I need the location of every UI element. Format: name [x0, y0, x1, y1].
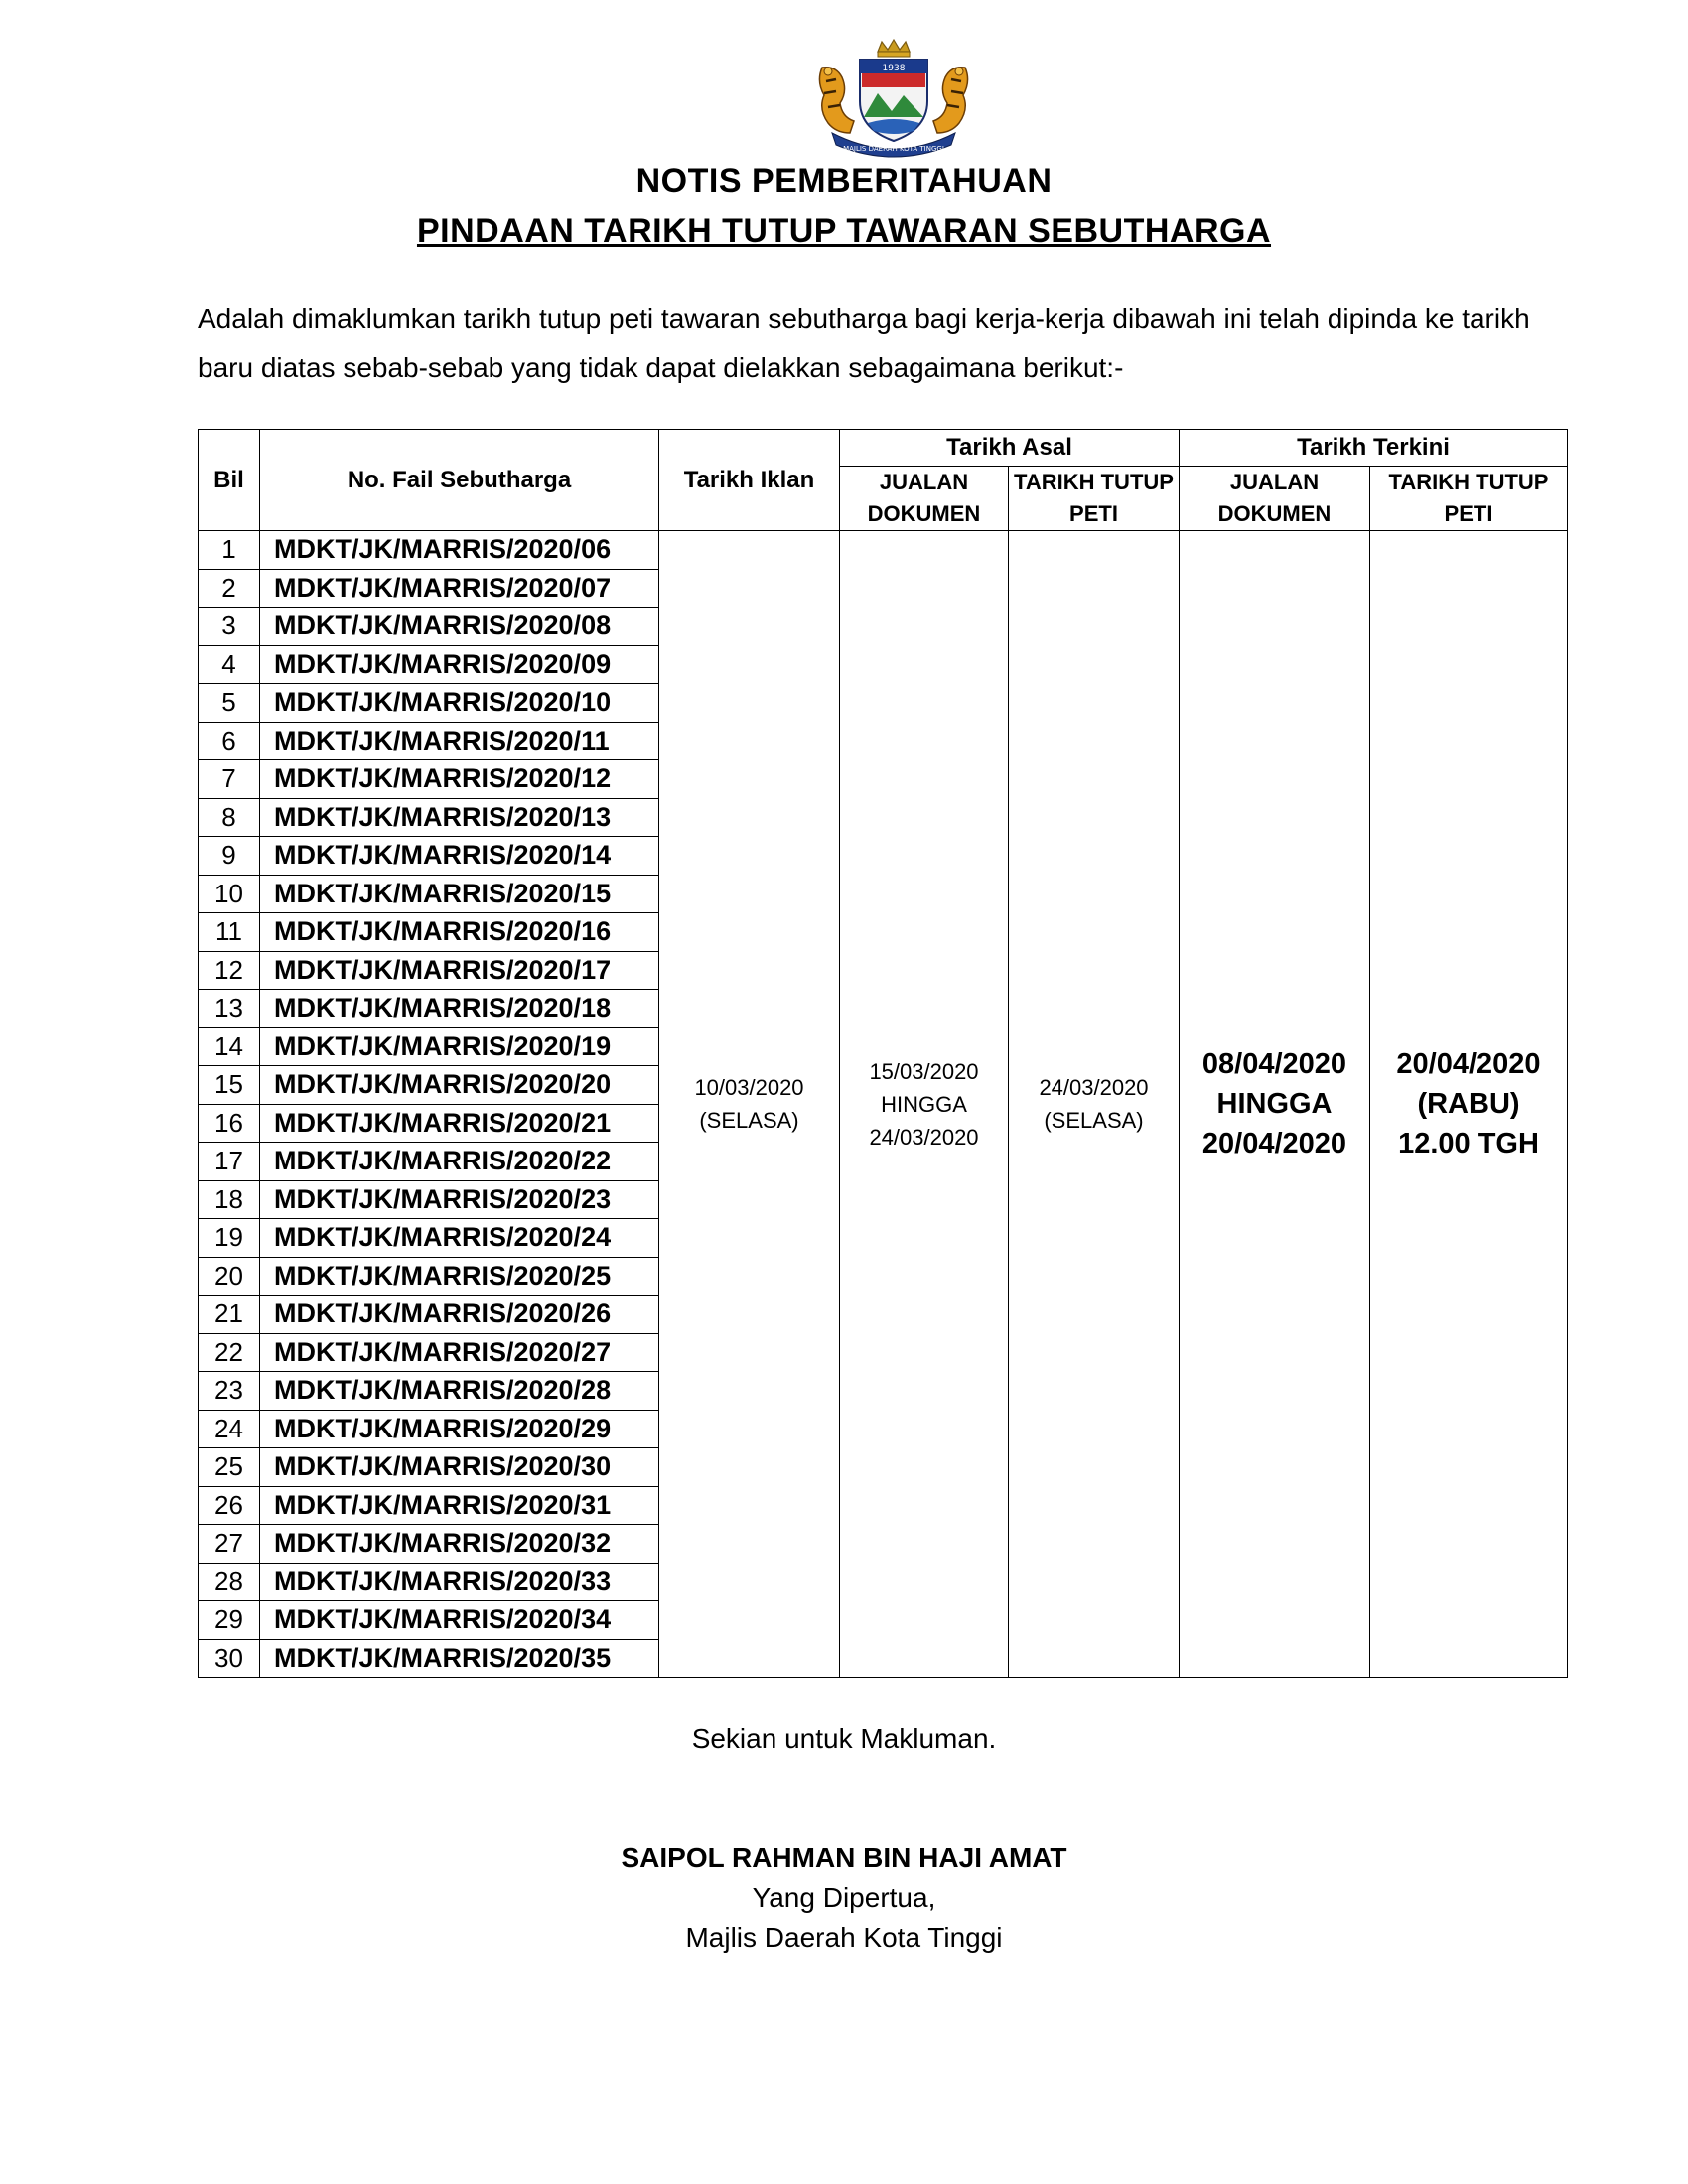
- row-bil: 12: [199, 951, 260, 990]
- row-file-number: MDKT/JK/MARRIS/2020/06: [260, 531, 659, 570]
- row-bil: 30: [199, 1639, 260, 1678]
- col-header-tarikh-terkini: Tarikh Terkini: [1180, 430, 1568, 467]
- col-header-iklan: Tarikh Iklan: [659, 430, 840, 531]
- merged-terkini-tutup-cell: [1370, 531, 1568, 1678]
- merged-terkini-jualan-cell-line: HINGGA: [1216, 1088, 1333, 1120]
- row-bil: 6: [199, 722, 260, 760]
- row-bil: 2: [199, 569, 260, 608]
- row-file-number: MDKT/JK/MARRIS/2020/11: [260, 722, 659, 760]
- council-crest-logo: [802, 38, 985, 161]
- row-file-number: MDKT/JK/MARRIS/2020/13: [260, 798, 659, 837]
- row-bil: 13: [199, 990, 260, 1028]
- closing-text: Sekian untuk Makluman.: [691, 1723, 997, 1754]
- row-bil: 20: [199, 1257, 260, 1296]
- merged-iklan-cell: [659, 531, 840, 1678]
- crest-motto: MAJLIS DAERAH KOTA TINGGI: [843, 145, 944, 153]
- table-body: [199, 531, 1568, 1678]
- row-file-number: MDKT/JK/MARRIS/2020/07: [260, 569, 659, 608]
- merged-asal-tutup-cell-line: (SELASA): [1044, 1108, 1144, 1133]
- row-file-number: MDKT/JK/MARRIS/2020/28: [260, 1372, 659, 1411]
- merged-terkini-jualan-cell-line: 08/04/2020: [1201, 1048, 1347, 1080]
- row-file-number: MDKT/JK/MARRIS/2020/21: [260, 1104, 659, 1143]
- row-bil: 14: [199, 1027, 260, 1066]
- row-bil: 15: [199, 1066, 260, 1105]
- row-file-number: MDKT/JK/MARRIS/2020/20: [260, 1066, 659, 1105]
- row-bil: 5: [199, 684, 260, 723]
- row-file-number: MDKT/JK/MARRIS/2020/24: [260, 1219, 659, 1258]
- row-file-number: MDKT/JK/MARRIS/2020/31: [260, 1486, 659, 1525]
- row-file-number: MDKT/JK/MARRIS/2020/29: [260, 1410, 659, 1448]
- row-bil: 11: [199, 913, 260, 952]
- row-file-number: MDKT/JK/MARRIS/2020/27: [260, 1333, 659, 1372]
- row-file-number: MDKT/JK/MARRIS/2020/15: [260, 875, 659, 913]
- merged-terkini-jualan-cell: [1180, 531, 1370, 1678]
- row-file-number: MDKT/JK/MARRIS/2020/10: [260, 684, 659, 723]
- row-file-number: MDKT/JK/MARRIS/2020/16: [260, 913, 659, 952]
- notice-title: NOTIS PEMBERITAHUAN: [635, 162, 1053, 200]
- row-bil: 21: [199, 1296, 260, 1334]
- row-bil: 22: [199, 1333, 260, 1372]
- row-bil: 27: [199, 1525, 260, 1564]
- row-file-number: MDKT/JK/MARRIS/2020/35: [260, 1639, 659, 1678]
- merged-iklan-cell-line: (SELASA): [699, 1108, 799, 1133]
- row-file-number: MDKT/JK/MARRIS/2020/08: [260, 608, 659, 646]
- merged-asal-tutup-cell: [1009, 531, 1180, 1678]
- tender-table: [198, 429, 1568, 1678]
- row-file-number: MDKT/JK/MARRIS/2020/12: [260, 760, 659, 799]
- row-bil: 23: [199, 1372, 260, 1411]
- signatory-title: Yang Dipertua,: [752, 1882, 936, 1913]
- merged-terkini-tutup-cell-line: 20/04/2020: [1396, 1048, 1541, 1080]
- row-file-number: MDKT/JK/MARRIS/2020/26: [260, 1296, 659, 1334]
- row-file-number: MDKT/JK/MARRIS/2020/19: [260, 1027, 659, 1066]
- signatory-name: SAIPOL RAHMAN BIN HAJI AMAT: [621, 1843, 1067, 1873]
- merged-asal-jualan-cell-line: 15/03/2020: [869, 1058, 979, 1084]
- row-file-number: MDKT/JK/MARRIS/2020/30: [260, 1448, 659, 1487]
- row-file-number: MDKT/JK/MARRIS/2020/22: [260, 1143, 659, 1181]
- row-bil: 25: [199, 1448, 260, 1487]
- merged-asal-tutup-cell-line: 24/03/2020: [1039, 1075, 1149, 1100]
- col-header-asal-jualan: JUALAN DOKUMEN: [840, 467, 1009, 531]
- row-bil: 9: [199, 837, 260, 876]
- row-file-number: MDKT/JK/MARRIS/2020/33: [260, 1563, 659, 1601]
- row-bil: 8: [199, 798, 260, 837]
- row-file-number: MDKT/JK/MARRIS/2020/17: [260, 951, 659, 990]
- row-bil: 1: [199, 531, 260, 570]
- svg-text:1938: 1938: [882, 64, 906, 73]
- notice-subtitle: PINDAAN TARIKH TUTUP TAWARAN SEBUTHARGA: [416, 212, 1272, 250]
- row-file-number: MDKT/JK/MARRIS/2020/32: [260, 1525, 659, 1564]
- col-header-asal-tutup: TARIKH TUTUP PETI: [1009, 467, 1180, 531]
- row-bil: 4: [199, 645, 260, 684]
- table-row: [199, 531, 1568, 570]
- row-file-number: MDKT/JK/MARRIS/2020/14: [260, 837, 659, 876]
- signatory-organisation: Majlis Daerah Kota Tinggi: [685, 1922, 1003, 1953]
- intro-paragraph: Adalah dimaklumkan tarikh tutup peti tawaran sebutharga bagi kerja-kerja dibawah ini telah dipinda ke tarikh baru diatas sebab-sebab yang tidak dapat dielakkan sebagaimana berikut:-: [198, 303, 1530, 383]
- merged-terkini-tutup-cell-line: (RABU): [1417, 1088, 1520, 1120]
- merged-iklan-cell-line: 10/03/2020: [694, 1075, 804, 1100]
- row-bil: 17: [199, 1143, 260, 1181]
- row-bil: 29: [199, 1601, 260, 1640]
- row-bil: 16: [199, 1104, 260, 1143]
- row-bil: 18: [199, 1180, 260, 1219]
- col-header-terkini-tutup: TARIKH TUTUP PETI: [1370, 467, 1568, 531]
- merged-asal-jualan-cell-line: 24/03/2020: [869, 1124, 979, 1150]
- merged-asal-jualan-cell: [840, 531, 1009, 1678]
- merged-asal-jualan-cell-line: HINGGA: [881, 1091, 967, 1117]
- row-bil: 19: [199, 1219, 260, 1258]
- merged-terkini-tutup-cell-line: 12.00 TGH: [1398, 1128, 1539, 1160]
- col-header-bil: Bil: [199, 430, 260, 531]
- row-bil: 24: [199, 1410, 260, 1448]
- row-bil: 26: [199, 1486, 260, 1525]
- row-file-number: MDKT/JK/MARRIS/2020/34: [260, 1601, 659, 1640]
- row-file-number: MDKT/JK/MARRIS/2020/18: [260, 990, 659, 1028]
- col-header-tarikh-asal: Tarikh Asal: [840, 430, 1180, 467]
- row-bil: 28: [199, 1563, 260, 1601]
- col-header-terkini-jualan: JUALAN DOKUMEN: [1180, 467, 1370, 531]
- row-file-number: MDKT/JK/MARRIS/2020/23: [260, 1180, 659, 1219]
- row-bil: 3: [199, 608, 260, 646]
- row-bil: 7: [199, 760, 260, 799]
- row-bil: 10: [199, 875, 260, 913]
- row-file-number: MDKT/JK/MARRIS/2020/09: [260, 645, 659, 684]
- row-file-number: MDKT/JK/MARRIS/2020/25: [260, 1257, 659, 1296]
- merged-terkini-jualan-cell-line: 20/04/2020: [1201, 1128, 1347, 1160]
- col-header-fail: No. Fail Sebutharga: [260, 430, 659, 531]
